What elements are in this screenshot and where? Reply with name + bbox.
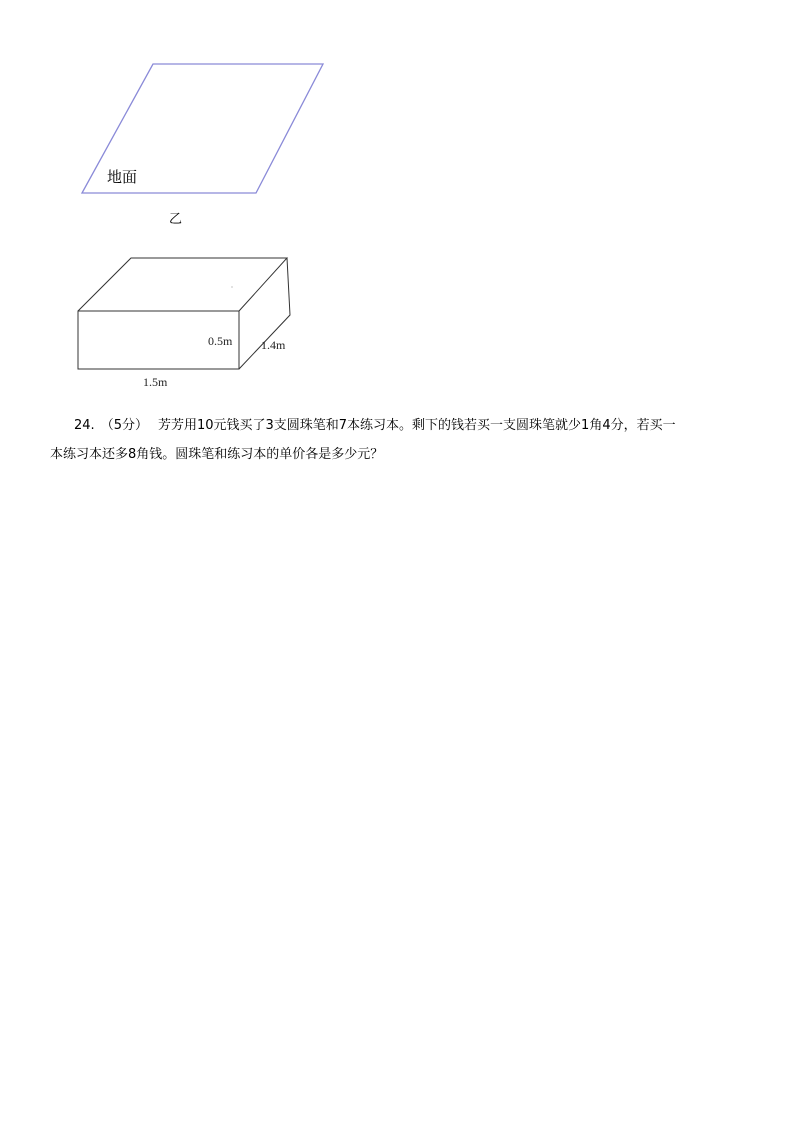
stray-dot xyxy=(231,286,232,287)
question-score: （5分） xyxy=(100,418,148,433)
question-text-2: 本练习本还多8角钱。圆珠笔和练习本的单价各是多少元？ xyxy=(50,447,384,462)
ground-label: 地面 xyxy=(107,168,138,186)
cuboid-width-label: 1.5m xyxy=(143,375,168,389)
cuboid-depth-label: 1.4m xyxy=(261,338,286,352)
question-24 xyxy=(50,411,750,469)
figure-caption-yi: 乙 xyxy=(169,212,183,227)
question-line-1 xyxy=(50,411,750,440)
figures-canvas xyxy=(0,0,794,420)
cuboid-top-face xyxy=(78,258,287,311)
question-number: 24. xyxy=(74,418,95,433)
cuboid-height-label: 0.5m xyxy=(208,334,233,348)
cuboid-figure xyxy=(78,258,290,369)
question-text-1: 芳芳用10元钱买了3支圆珠笔和7本练习本。剩下的钱若买一支圆珠笔就少1角4分，若买一 xyxy=(157,418,676,433)
